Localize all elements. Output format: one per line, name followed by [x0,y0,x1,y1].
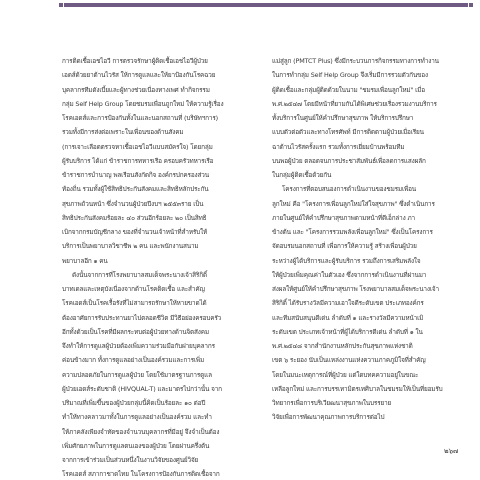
text-line: เบิกจากกรมบัญชีกลาง ของที่จำนวนเจ้าหน้าที่สำหรับให้ [62,228,208,236]
text-line: รวมทั้งมีการส่งต่อเพราะในเพื่อนของด้านสังคม [62,128,184,137]
text-line: บริการเป็นพยาบาลวิชาชีพ ๒ คน และพนักงานสนาม [62,242,199,251]
text-line: (การเจาะเลือดตรวจหาเชื้อเอชไอวีแบบสมัครใจ) โดยกลุ่ม [62,142,213,151]
text-line: ปริมาณที่เพิ่มขึ้นของผู้ป่วยกลุ่มนี้คิดเป็นร้อยละ ๑๐ ต่อปี [62,399,206,407]
text-line: และทีมสนับสนุนดีเด่น ลำดับที่ ๑ และรางวัลมีความหน้าเมิ [272,313,424,322]
text-line: ระหว่างผู้ได้บริการและผู้รับบริการ รวมถึงการเสริมพลังใจ [272,256,421,265]
text-line: แม่สู่ลูก (PMTCT Plus) ซึ่งมีกระบวนการกิจกรรมทางการทำงาน [272,57,439,65]
text-line: เพิ่มศักยภาพในการดูแลตนเองของผู้ป่วย โดยผ่านครึ่งต้น [62,441,210,450]
text-line: ข้างต้น และ "โครงการรวมพลังเพื่อนลูกใหม่" ซึ่งเป็นโครงการ [272,228,433,236]
left-text-column [62,54,258,480]
text-line: ให้ภาคลังเพียงจำทัดของจำนวนบุคลากรที่มีอยู่ จึงจำเป็นต้อง [62,427,220,436]
text-line: โครงการที่ตอบสนองการดำเนินงานของชมรมเพื่อน [282,185,416,194]
text-line: ท้องถิ่น รวมทั้งผู้ใช้สิทธิประกันสังคมและสิทธิหลักประกัน [62,185,209,194]
text-line: ในการทำกลุ่ม Self Help Group จึงเริ่มมีการรวมตัวกันของ [272,71,428,80]
text-line: ส่งผลให้ศูนย์ให้คำปรึกษาสุขภาพ โรงพยาบาลสมเด็จพระนางเจ้า [272,285,439,293]
corner-mark-left [59,3,63,7]
text-line: วิทยากรเพื่อการบริเวียฒนาสุขภาพในบรรยาย [272,399,392,407]
text-line: โรคเอดส์เป็นโรคเรื้อรังที่ไม่สามารถรักษาให้หายขาดได้ [62,299,207,308]
text-line: บาทเดลและเหตุบังเนื่องจากด้านโรคติดเชื้อ และสำคัญ [62,285,205,293]
text-line: ทั้งบริการในศูนย์ให้คำปรึกษาสุขภาพ ให้บริการปรึกษา [272,114,414,122]
text-line: ต้องอาศัยการรับประทานยาไปตลอดชีวิต มีวิธีอย่องครอบครัว [62,313,222,322]
text-line: ทำให้ทางคลาวมาทั้งในการดูแลอย่างเป็นองค์รวม และทำ [62,413,212,422]
text-line: กลุ่ม Self Help Group โดยชมรมเพื่อนถูกใหม่ ให้ความรู้เรื่อง [62,99,224,108]
text-line: สุขภาพถ้วนหน้า ซึ่งจำนวนผู้ป่วยปีงบฯ ๒๕๕๓ราย เป็น [62,199,204,208]
text-line: จากการเข้าร่วมเป็นส่วนหนึ่งในงานวิจัยของศูนย์วิจัย [62,456,199,464]
text-line: ฉาต้านไวรัสครั้งแรก รวมทั้งการเยี่ยมบ้านพร้อมทีม [272,142,405,151]
text-line: แบบตัวต่อตัวและทางโทรศัพท์ มีการติดตามผู้ป่วยเมื่อเรียน [272,128,424,137]
text-line: สิริกิติ์ ได้รับรางวัลมีความเอาใจดีระดับเขต ประเภทองค์กร [272,299,424,308]
text-line: ข้าราชการบำนาญ พลเรือนสังกัดกิจ องค์กรปกครองส่วน [62,171,209,179]
text-line: จึงทำให้การดูแลผู้ป่วยต้องเพิ่มความร่วมมือกับฝายบุคลากร [62,342,215,350]
text-line: จัดอบรมนอกสถานที่ เพื่อการให้ความรู้ สร้างเพื่อนผู้ป่วย [272,242,417,251]
text-line: สิทธิประกันสังคมร้อยละ ๔๐ ส่วนอีกร้อยละ ๒๐ เป็นสิทธิ [62,213,207,222]
right-text-column [272,54,468,425]
text-line: ดังนั้นจากการที่โรงพยาบาลสมเด็จพระนางเจ้าสิริกิติ์ [72,270,207,279]
text-line: โรคเอดส์และการป้องกันทั้งในและนอกสถานที่ (บริษัทฯการ) [62,114,218,122]
text-line: วิจัยเพื่อการพัฒนาคุณภาพการบริการต่อไป [272,413,385,422]
text-line: ภายในศูนย์ให้คำปรึกษาสุขภาพตามหน้าที่ดีเอ็กล่าง ภา [272,213,415,222]
text-line: ระดับเขต ประเภทเจ้าหน้าที่ผู้ได้บริการดีเด่น ลำดับที่ ๑ ใน [272,327,423,336]
text-line: บนพอผู้ป่วย ตลอดจนการประชาสัมพันธ์เพื่อลดการแสงผลัก [272,156,426,165]
top-accent-rule [64,3,468,7]
text-line: ผู้ป่วยเอดส์ระดับชาติ (HIVQUAL-T) และมาตรไปกว่านั้น จาก [62,384,222,393]
text-line: เอดส์ด้วยยาต้านไวรัส ให้การดูแลและให้ยาป้องกันโรคฉวย [62,71,216,80]
corner-mark-right [469,3,473,7]
text-line: ลูกใหม่ คือ "โครงการเพื่อนลูกใหม่ใส่ใจสุขภาพ" ซึ่งดำเนินการ [272,199,435,208]
text-line: ความปลอดภัยในการดูแลผู้ป่วย โดยใช้มาตรฐานการดูแล [62,370,212,379]
page-number: ๒๖๗ [444,447,459,455]
text-line: พ.ศ.๒๕๔๘ จากสำนักงานหลักประกันสุขภาพแห่งชาติ [272,342,413,350]
text-line: พยาบาลอีก ๑ คน [62,256,108,265]
text-line: เหลือลูกใหม่ และการบรรเทามิตรเทศิบาลในชมรมให้เป็นที่ยอมรับ [272,384,443,393]
text-line: ให้ผู้ป่วยเพิ่มคุณค่าในตัวเอง ซึ่งจากการดำเนินงานที่ผ่านมา [272,270,427,279]
text-line: ผู้ติดเชื้อและกลุ่มผู้ติดด้วยในนาม "ชมรมเพื่อนลูกใหม่" เมื่อ [272,85,425,94]
text-line: การติดเชื้อเอชไอวี การตรวจรักษาผู้ติดเชื้อเอชไอวีผู้ป่วย [62,57,208,65]
text-line: พ.ศ.๒๕๔๗ โดยมีหน้าที่ยามกันได้พิเศษช่วยเรื่องรวมงานบริการ [272,99,437,108]
text-line: ในกลุ่มผู้ติดเชื้อด้วยกัน [272,171,332,179]
text-line: ค่อนข้างมาก ทั้งการดูแลอย่างเป็นองค์รวมและการเพิ่ม [62,356,205,365]
text-line: ผู้รับบริการ ได้แก่ ข้าราชการทหารเรือ ครอบครัวทหารเรือ [62,156,214,165]
text-line: อีกทั้งด้วยเป็นโรคที่มีผลกระทบต่อผู้ป่วยทางด้านจิตสังคม [62,327,209,336]
text-line: บุคลากรทีมดังเบี้ยและผู้ทางช่วยเนื่องทางเพศ ทำกิจกรรม [62,85,210,94]
text-line: โรคเอดส์ สภากาชาดไทย ในโครงการป้องกันการติดเชื้อจาก [62,470,220,479]
text-line: โดยในมนะเหตุการณ์ที่ผู้ป่วย แต่ใดบทคความอยู่ในขณะ [272,370,419,379]
text-line: เขต ๖ ระยอง นับเป็นแหล่งงานแห่งความภาคภูมิใจที่สำคัญ [272,356,426,365]
